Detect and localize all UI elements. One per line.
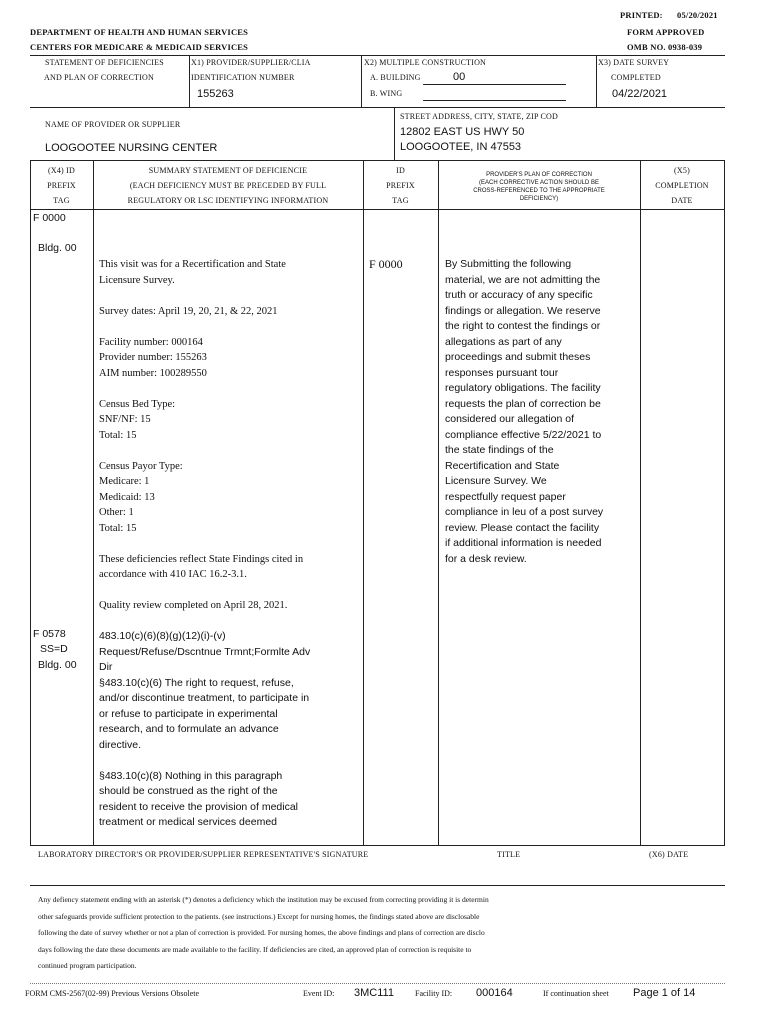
printed-date: 05/20/2021 — [677, 10, 718, 20]
f578-text — [99, 629, 361, 831]
statement-label-2: AND PLAN OF CORRECTION — [44, 73, 154, 82]
director-signature-label: LABORATORY DIRECTOR'S OR PROVIDER/SUPPLIER REPRESENTATIVE'S SIGNATURE — [38, 850, 369, 859]
x1-label-1: X1) PROVIDER/SUPPLIER/CLIA — [191, 58, 311, 67]
plan-id-tag: F 0000 — [369, 257, 403, 271]
centers-heading: CENTERS FOR MEDICARE & MEDICAID SERVICES — [30, 42, 249, 52]
x3-label-1: X3) DATE SURVEY — [598, 58, 670, 67]
address-line-2: LOOGOOTEE, IN 47553 — [400, 141, 522, 153]
x5-header-1: (X5) — [674, 166, 690, 175]
summary-text — [99, 257, 361, 629]
plan-header-1: PROVIDER'S PLAN OF CORRECTION — [486, 172, 592, 178]
plan-header-2: (EACH CORRECTIVE ACTION SHOULD BE — [478, 180, 600, 186]
event-id: 3MC111 — [354, 987, 394, 999]
event-id-label: Event ID: — [303, 989, 335, 998]
statement-label-1: STATEMENT OF DEFICIENCIES — [45, 58, 164, 67]
x4-header-3: TAG — [53, 196, 70, 205]
provider-name: LOOGOOTEE NURSING CENTER — [45, 142, 218, 154]
summary-paragraph: Survey dates: April 19, 20, 21, & 22, 2021 — [99, 305, 278, 317]
provider-name-label: NAME OF PROVIDER OR SUPPLIER — [45, 120, 181, 129]
tag-f0578: F 0578 — [33, 628, 66, 640]
summary-paragraph: This visit was for a Recertification and State Licensure Survey. — [99, 259, 286, 286]
summary-header-2: (EACH DEFICIENCY MUST BE PRECEDED BY FULL — [129, 181, 327, 190]
summary-paragraph: Census Bed Type: SNF/NF: 15 Total: 15 — [99, 398, 176, 441]
summary-paragraph: Facility number: 000164 Provider number: 155263 AIM number: 100289550 — [99, 336, 207, 379]
plan-header-3: CROSS-REFERENCED TO THE APPROPRIATE — [473, 188, 605, 194]
disclaimer-text: Any defiency statement ending with an asterisk (*) denotes a deficiency which the institution may be excused from correcting providing it is determin other safeguards provide sufficient protection to the patients. (see instructions.) Except for nursing homes, the findings stated above are disclosable following the date of survey whether or not a plan of correction is provided. For nursing homes, the above findings and plans of correction are disclo days following the date these documents are made available to the facility. If deficiencies are cited, an approved plan of correction is requisite to continued program participation. — [38, 895, 489, 970]
plan-of-correction-text: By Submitting the following material, we are not admitting the truth or accuracy of any specific findings or allegation. We reserve the right to contest the findings or allegations as part of any proceedings and submit theses responses pursuant tour regulatory obligations. The facility requests the plan of correction be considered our allegation of compliance effective 5/22/2021 to the state findings of the Recertification and State Licensure Survey. We respectfully request paper compliance in leu of a post survey review. Please contact the facility if additional information is needed for a desk review. — [445, 258, 604, 565]
bldg-00-first: Bldg. 00 — [38, 242, 77, 254]
page-number: Page 1 of 14 — [633, 987, 696, 999]
x4-header-1: (X4) ID — [48, 166, 75, 175]
x4-header-2: PREFIX — [47, 181, 76, 190]
wing-label: B. WING — [370, 89, 403, 98]
f578-paragraph: 483.10(c)(6)(8)(g)(12)(i)-(v) Request/Refuse/Dscntnue Trmnt;Formlte Adv Dir §483.10(c)(6) The right to request, refuse, and/or discontinue treatment, to participate in or refuse to participate in experimental research, and to formulate an advance directive. — [99, 630, 311, 751]
x5-header-2: COMPLETION — [655, 181, 709, 190]
x3-label-2: COMPLETED — [611, 73, 661, 82]
summary-header-3: REGULATORY OR LSC IDENTIFYING INFORMATION — [127, 196, 329, 205]
tag-f0000: F 0000 — [33, 212, 66, 224]
department-heading: DEPARTMENT OF HEALTH AND HUMAN SERVICES — [30, 27, 249, 37]
continuation-label: If continuation sheet — [543, 989, 609, 998]
facility-id: 000164 — [476, 987, 513, 999]
x1-label-2: IDENTIFICATION NUMBER — [191, 73, 295, 82]
address-label: STREET ADDRESS, CITY, STATE, ZIP COD — [400, 112, 558, 121]
omb-number: OMB NO. 0938-039 — [627, 42, 703, 52]
tag-f0578-bldg: Bldg. 00 — [38, 659, 77, 671]
form-approved: FORM APPROVED — [627, 27, 705, 37]
facility-id-label: Facility ID: — [415, 989, 453, 998]
summary-header-1: SUMMARY STATEMENT OF DEFICIENCIE — [148, 166, 308, 175]
f578-paragraph: §483.10(c)(8) Nothing in this paragraph should be construed as the right of the resident to receive the provision of medical treatment or medical services deemed — [99, 769, 299, 828]
summary-paragraph: Census Payor Type: Medicare: 1 Medicaid: 13 Other: 1 Total: 15 — [99, 460, 183, 534]
id-header-1: ID — [396, 166, 405, 175]
x5-header-3: DATE — [671, 196, 693, 205]
plan-header-4: DEFICIENCY) — [519, 196, 559, 202]
summary-paragraph: Quality review completed on April 28, 2021. — [99, 600, 288, 611]
title-label: TITLE — [497, 850, 521, 859]
provider-id-number: 155263 — [197, 88, 234, 100]
form-number: FORM CMS-2567(02-99) Previous Versions Obsolete — [25, 989, 200, 998]
survey-completed-date: 04/22/2021 — [612, 88, 668, 100]
building-value: 00 — [453, 71, 466, 83]
building-label: A. BUILDING — [370, 73, 421, 82]
summary-paragraph: These deficiencies reflect State Findings cited in accordance with 410 IAC 16.2-3.1. — [99, 553, 304, 580]
address-line-1: 12802 EAST US HWY 50 — [400, 126, 525, 138]
id-header-2: PREFIX — [386, 181, 415, 190]
x6-date-label: (X6) DATE — [649, 850, 689, 859]
id-header-3: TAG — [392, 196, 409, 205]
tag-f0578-ss: SS=D — [40, 643, 68, 655]
printed-label: PRINTED: — [620, 10, 663, 20]
x2-label: X2) MULTIPLE CONSTRUCTION — [364, 58, 487, 67]
